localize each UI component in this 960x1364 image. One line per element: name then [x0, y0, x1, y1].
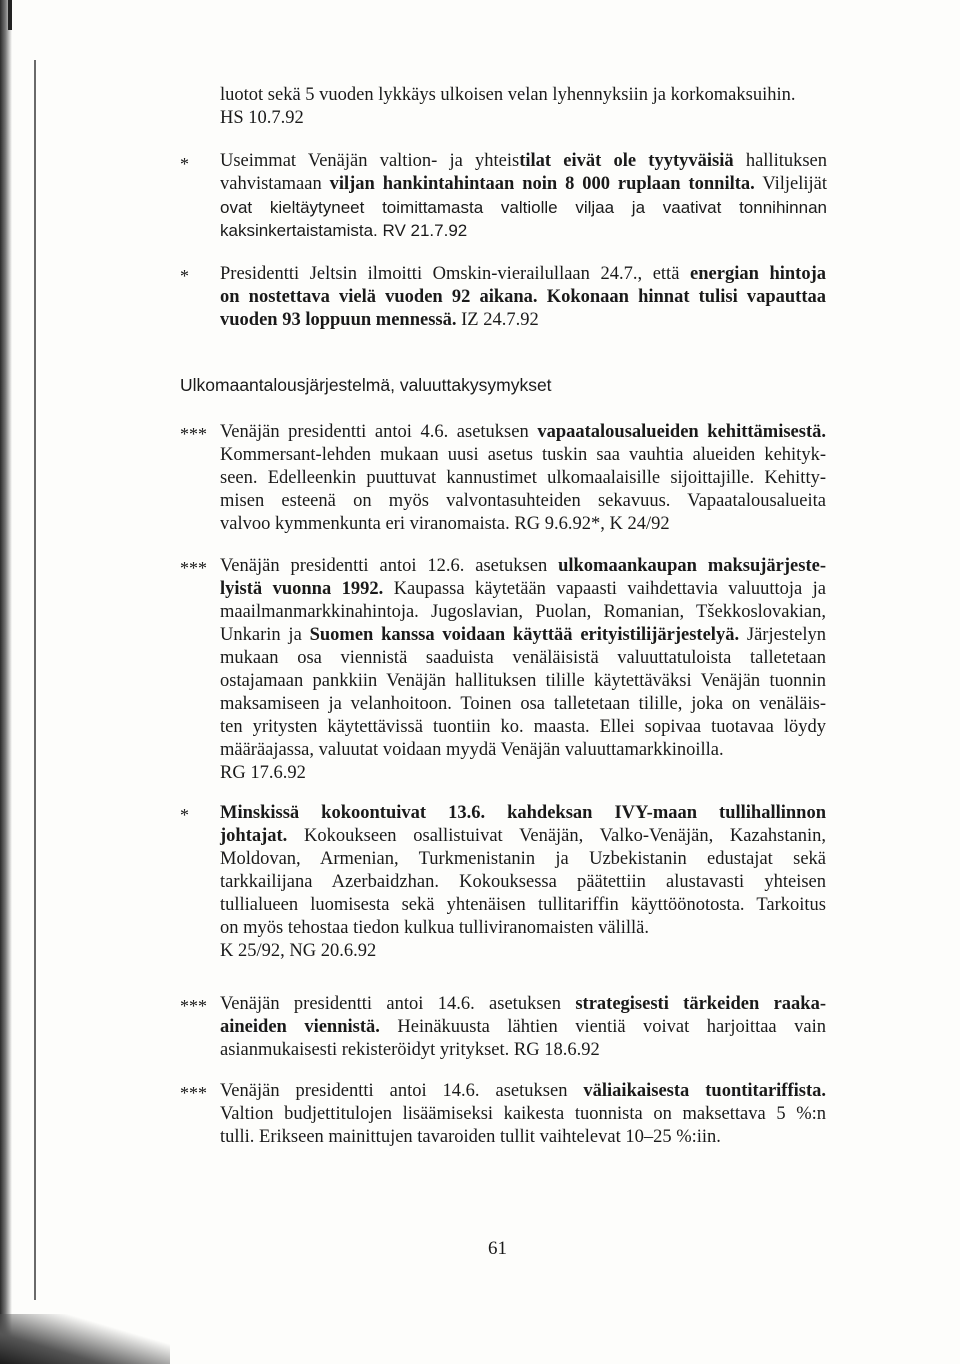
paragraph-line	[220, 263, 826, 286]
paragraph-line	[220, 555, 826, 578]
paragraph-line	[220, 993, 826, 1016]
news-item-raw-material-exports	[220, 993, 826, 1062]
paragraph-line	[220, 286, 826, 309]
bullet-marker: ***	[180, 558, 207, 578]
paragraph-line	[220, 578, 826, 601]
text-run: ten yritysten käytettävissä tuontiin ko. maasta. Ellei sopivaa tuotavaa löydy	[220, 717, 826, 737]
paragraph-line	[220, 825, 826, 848]
paragraph-line	[220, 1103, 826, 1126]
bold-text-run: väliaikaisesta tuontitariffista.	[583, 1081, 826, 1101]
paragraph-line	[220, 196, 827, 219]
text-run: mukaan osa viennistä saaduista venäläisistä valuuttatuloista talletetaan	[220, 648, 826, 668]
paragraph-line	[220, 848, 826, 871]
text-run: Viljelijät	[754, 174, 828, 194]
text-run: luotot sekä 5 vuoden lykkäys ulkoisen velan lyhennyksiin ja korkomaksuihin.	[220, 85, 796, 105]
paragraph-line	[220, 173, 827, 196]
section-heading: Ulkomaantalousjärjestelmä, valuuttakysymykset	[180, 375, 552, 395]
bullet-marker: *	[180, 266, 189, 286]
paragraph-line	[220, 894, 826, 917]
text-run: Venäjän presidentti antoi 4.6. asetuksen	[220, 422, 538, 442]
bullet-marker: ***	[180, 424, 207, 444]
paragraph-line	[220, 513, 826, 536]
paragraph-line	[220, 84, 830, 107]
bold-text-run: ulkomaankaupan maksujärjeste-	[558, 556, 826, 576]
paragraph-line	[220, 1080, 826, 1103]
text-run: Unkarin ja	[220, 625, 310, 645]
bold-text-run: tilat eivät ole tyytyväisiä	[519, 151, 734, 171]
text-run: valvoo kymmenkunta eri viranomaista. RG 9.6.92*, K 24/92	[220, 514, 670, 534]
paragraph-line	[220, 647, 826, 670]
text-run: Venäjän presidentti antoi 14.6. asetuksen	[220, 1081, 584, 1101]
paragraph-line	[220, 150, 827, 173]
text-run: tulli. Erikseen mainittujen tavaroiden tullit vaihtelevat 10–25 %:iin.	[220, 1127, 721, 1147]
bold-text-run: lyistä vuonna 1992.	[220, 579, 384, 599]
text-run: määräajassa, valuutat voidaan myydä Venäjän valuuttamarkkinoilla.	[220, 740, 724, 760]
bold-text-run: vapaatalousalueiden kehittämisestä.	[537, 422, 826, 442]
paragraph-line	[220, 739, 826, 762]
bold-text-run: energian hintoja	[690, 264, 827, 284]
text-run: vahvistamaan	[220, 174, 330, 194]
paragraph-line	[220, 670, 826, 693]
text-run: seen. Edelleenkin puuttuvat kannustimet ulkomaalaisille sijoittajille. Kehitty-	[220, 468, 826, 488]
bullet-marker: ***	[180, 996, 207, 1016]
text-run: asianmukaisesti rekisteröidyt yritykset. RG 18.6.92	[220, 1040, 600, 1060]
paragraph-line	[220, 467, 826, 490]
paragraph-line	[220, 802, 826, 825]
text-run: Moldovan, Armenian, Turkmenistanin ja Uzbekistanin edustajat sekä	[220, 849, 826, 869]
text-run: RG 17.6.92	[220, 763, 306, 783]
paragraph-line	[220, 444, 826, 467]
news-item-free-economic-zones	[220, 421, 826, 536]
text-run: K 25/92, NG 20.6.92	[220, 941, 377, 961]
bold-text-run: johtajat.	[220, 826, 288, 846]
paragraph-line	[220, 1126, 826, 1149]
bold-text-run: Suomen kanssa voidaan käyttää erityistilijärjestelyä.	[309, 625, 740, 645]
paragraph-line	[220, 1016, 826, 1039]
text-run: hallituksen	[733, 151, 828, 171]
paragraph-line	[220, 107, 830, 130]
news-item-foreign-trade-payments	[220, 555, 826, 785]
text-run	[538, 287, 547, 307]
paragraph-line	[220, 624, 826, 647]
text-run: Kaupassa käytetään vapaasti vaihdettavia valuuttoja ja	[383, 579, 826, 599]
paragraph-line	[220, 940, 826, 963]
text-run: Järjestelyn	[739, 625, 826, 645]
text-run: maksamiseen ja velanhoitoon. Toinen osa talletetaan tilille, joka on venäläis-	[220, 694, 826, 714]
text-run: HS 10.7.92	[220, 108, 304, 128]
text-run: Valtion budjettitulojen lisäämiseksi kaikesta tuonnista on maksettava 5 %:n	[220, 1104, 826, 1124]
paragraph-line	[220, 421, 826, 444]
text-run: Presidentti Jeltsin ilmoitti Omskin-vierailullaan 24.7., että	[220, 264, 691, 284]
text-run: Venäjän presidentti antoi 14.6. asetuksen	[220, 994, 576, 1014]
news-item-customs-meeting	[220, 802, 826, 963]
paragraph-line	[220, 219, 827, 242]
scan-margin-line	[34, 60, 36, 1300]
text-run: Kommersant-lehden mukaan uusi asetus tuskin saa vauhtia alueiden kehityk-	[220, 445, 826, 465]
paragraph-line	[220, 601, 826, 624]
bold-text-run: aineiden viennistä.	[220, 1017, 380, 1037]
bold-text-run: strategisesti tärkeiden raaka-	[575, 994, 826, 1014]
text-run: tullialueen luomisesta sekä yhtenäisen tullitariffin käyttöönotosta. Tarkoitus	[220, 895, 826, 915]
bold-text-run: Kokonaan hinnat tulisi vapauttaa	[546, 287, 826, 307]
text-run: kaksinkertaistamista. RV 21.7.92	[220, 221, 468, 240]
news-item-energy-prices	[220, 263, 826, 332]
scan-top-mark	[8, 0, 12, 30]
bullet-marker: *	[180, 805, 189, 825]
paragraph-line	[220, 309, 826, 332]
paragraph-continuation	[220, 84, 830, 130]
scan-corner-shadow	[0, 1314, 170, 1364]
text-run: Useimmat Venäjän valtion- ja yhteis	[220, 151, 520, 171]
text-run: Kokoukseen osallistuivat Venäjän, Valko-Venäjän, Kazahstanin,	[287, 826, 826, 846]
text-run: maailmanmarkkinahintoja. Jugoslavian, Puolan, Romanian, Tšekkoslovakian,	[220, 602, 826, 622]
text-run: on myös tehostaa tiedon kulkua tulliviranomaisten välillä.	[220, 918, 650, 938]
page-number: 61	[488, 1238, 507, 1259]
news-item-grain-prices	[220, 150, 827, 242]
bold-text-run: vuoden 93 loppuun mennessä.	[220, 310, 457, 330]
paragraph-line	[220, 716, 826, 739]
paragraph-line	[220, 490, 826, 513]
news-item-import-tariff	[220, 1080, 826, 1149]
text-run: IZ 24.7.92	[456, 310, 539, 330]
scan-left-edge-shadow	[0, 0, 12, 1364]
text-run: ostajamaan pankkiin Venäjän hallituksen tilille käytettäväksi Venäjän tuonnin	[220, 671, 826, 691]
bold-text-run: viljan hankintahintaan noin 8 000 ruplaan tonnilta.	[329, 174, 755, 194]
text-run: ovat kieltäytyneet toimittamasta valtiolle viljaa ja vaativat tonnihinnan	[220, 198, 827, 217]
paragraph-line	[220, 1039, 826, 1062]
text-run: Heinäkuusta lähtien vientiä voivat harjoittaa vain	[379, 1017, 826, 1037]
text-run: Venäjän presidentti antoi 12.6. asetuksen	[220, 556, 559, 576]
text-run: tarkkailijana Azerbaidzhan. Kokouksessa päätettiin alustavasti yhteisen	[220, 872, 826, 892]
paragraph-line	[220, 693, 826, 716]
paragraph-line	[220, 917, 826, 940]
bullet-marker: *	[180, 154, 189, 174]
bullet-marker: ***	[180, 1083, 207, 1103]
bold-text-run: Minskissä kokoontuivat 13.6. kahdeksan IVY-maan tullihallinnon	[220, 803, 826, 823]
paragraph-line	[220, 871, 826, 894]
text-run: misen esteenä on myös valvontasuhteiden sekavuus. Vapaatalousalueita	[220, 491, 826, 511]
paragraph-line	[220, 762, 826, 785]
bold-text-run: on nostettava vielä vuoden 92 aikana.	[220, 287, 538, 307]
